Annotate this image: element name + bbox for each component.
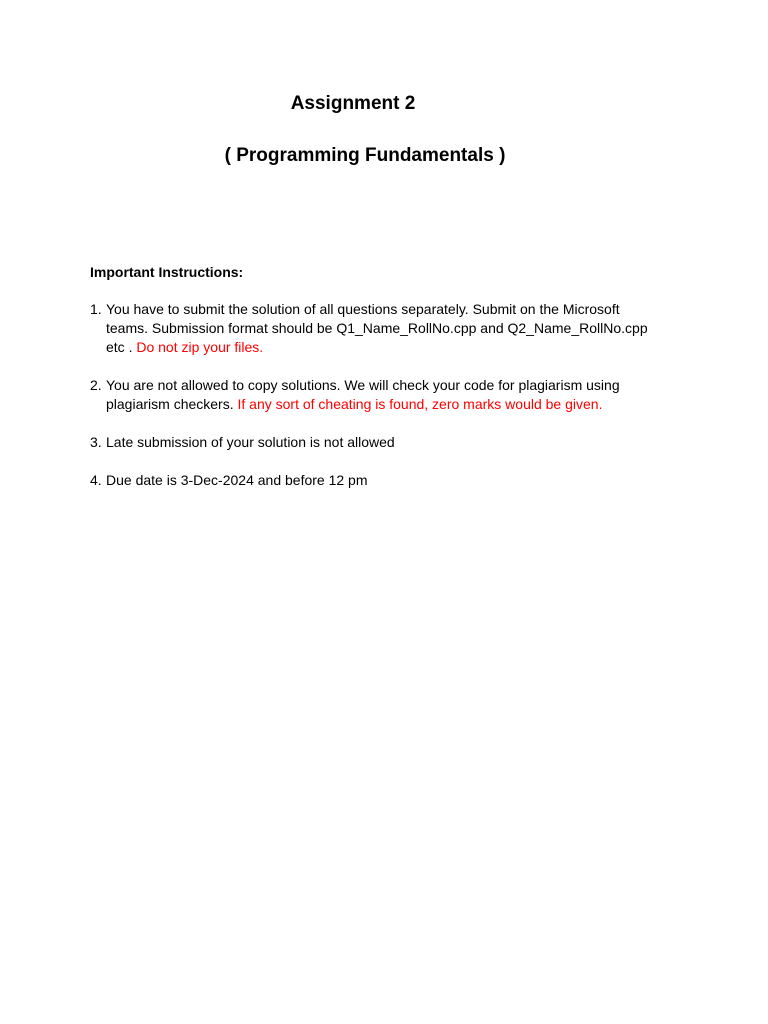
instruction-text: You have to submit the solution of all questions separately. Submit on the Microsoft teams. Submission format should be Q1_Name_RollNo.cpp and Q2_Name_RollNo.cpp etc .	[106, 301, 648, 355]
instruction-number: 2.	[90, 377, 102, 393]
instruction-number: 4.	[90, 472, 102, 488]
instruction-warning: Do not zip your files.	[136, 339, 264, 355]
document-subtitle: ( Programming Fundamentals )	[224, 145, 506, 166]
instruction-text: Due date is 3-Dec-2024 and before 12 pm	[106, 472, 368, 488]
document-title: Assignment 2	[290, 93, 416, 114]
instruction-item-3	[90, 433, 650, 452]
instruction-item-2	[90, 376, 650, 414]
instruction-item-4	[90, 471, 650, 490]
instruction-number: 3.	[90, 434, 102, 450]
instruction-text: Late submission of your solution is not allowed	[106, 434, 395, 450]
instruction-number: 1.	[90, 301, 102, 317]
instructions-heading: Important Instructions:	[90, 264, 244, 280]
instruction-warning: If any sort of cheating is found, zero marks would be given.	[237, 396, 603, 412]
instruction-text: You are not allowed to copy solutions. We will check your code for plagiarism using plagiarism checkers.	[106, 377, 620, 412]
instruction-item-1	[90, 300, 650, 357]
instruction-list	[90, 300, 650, 509]
